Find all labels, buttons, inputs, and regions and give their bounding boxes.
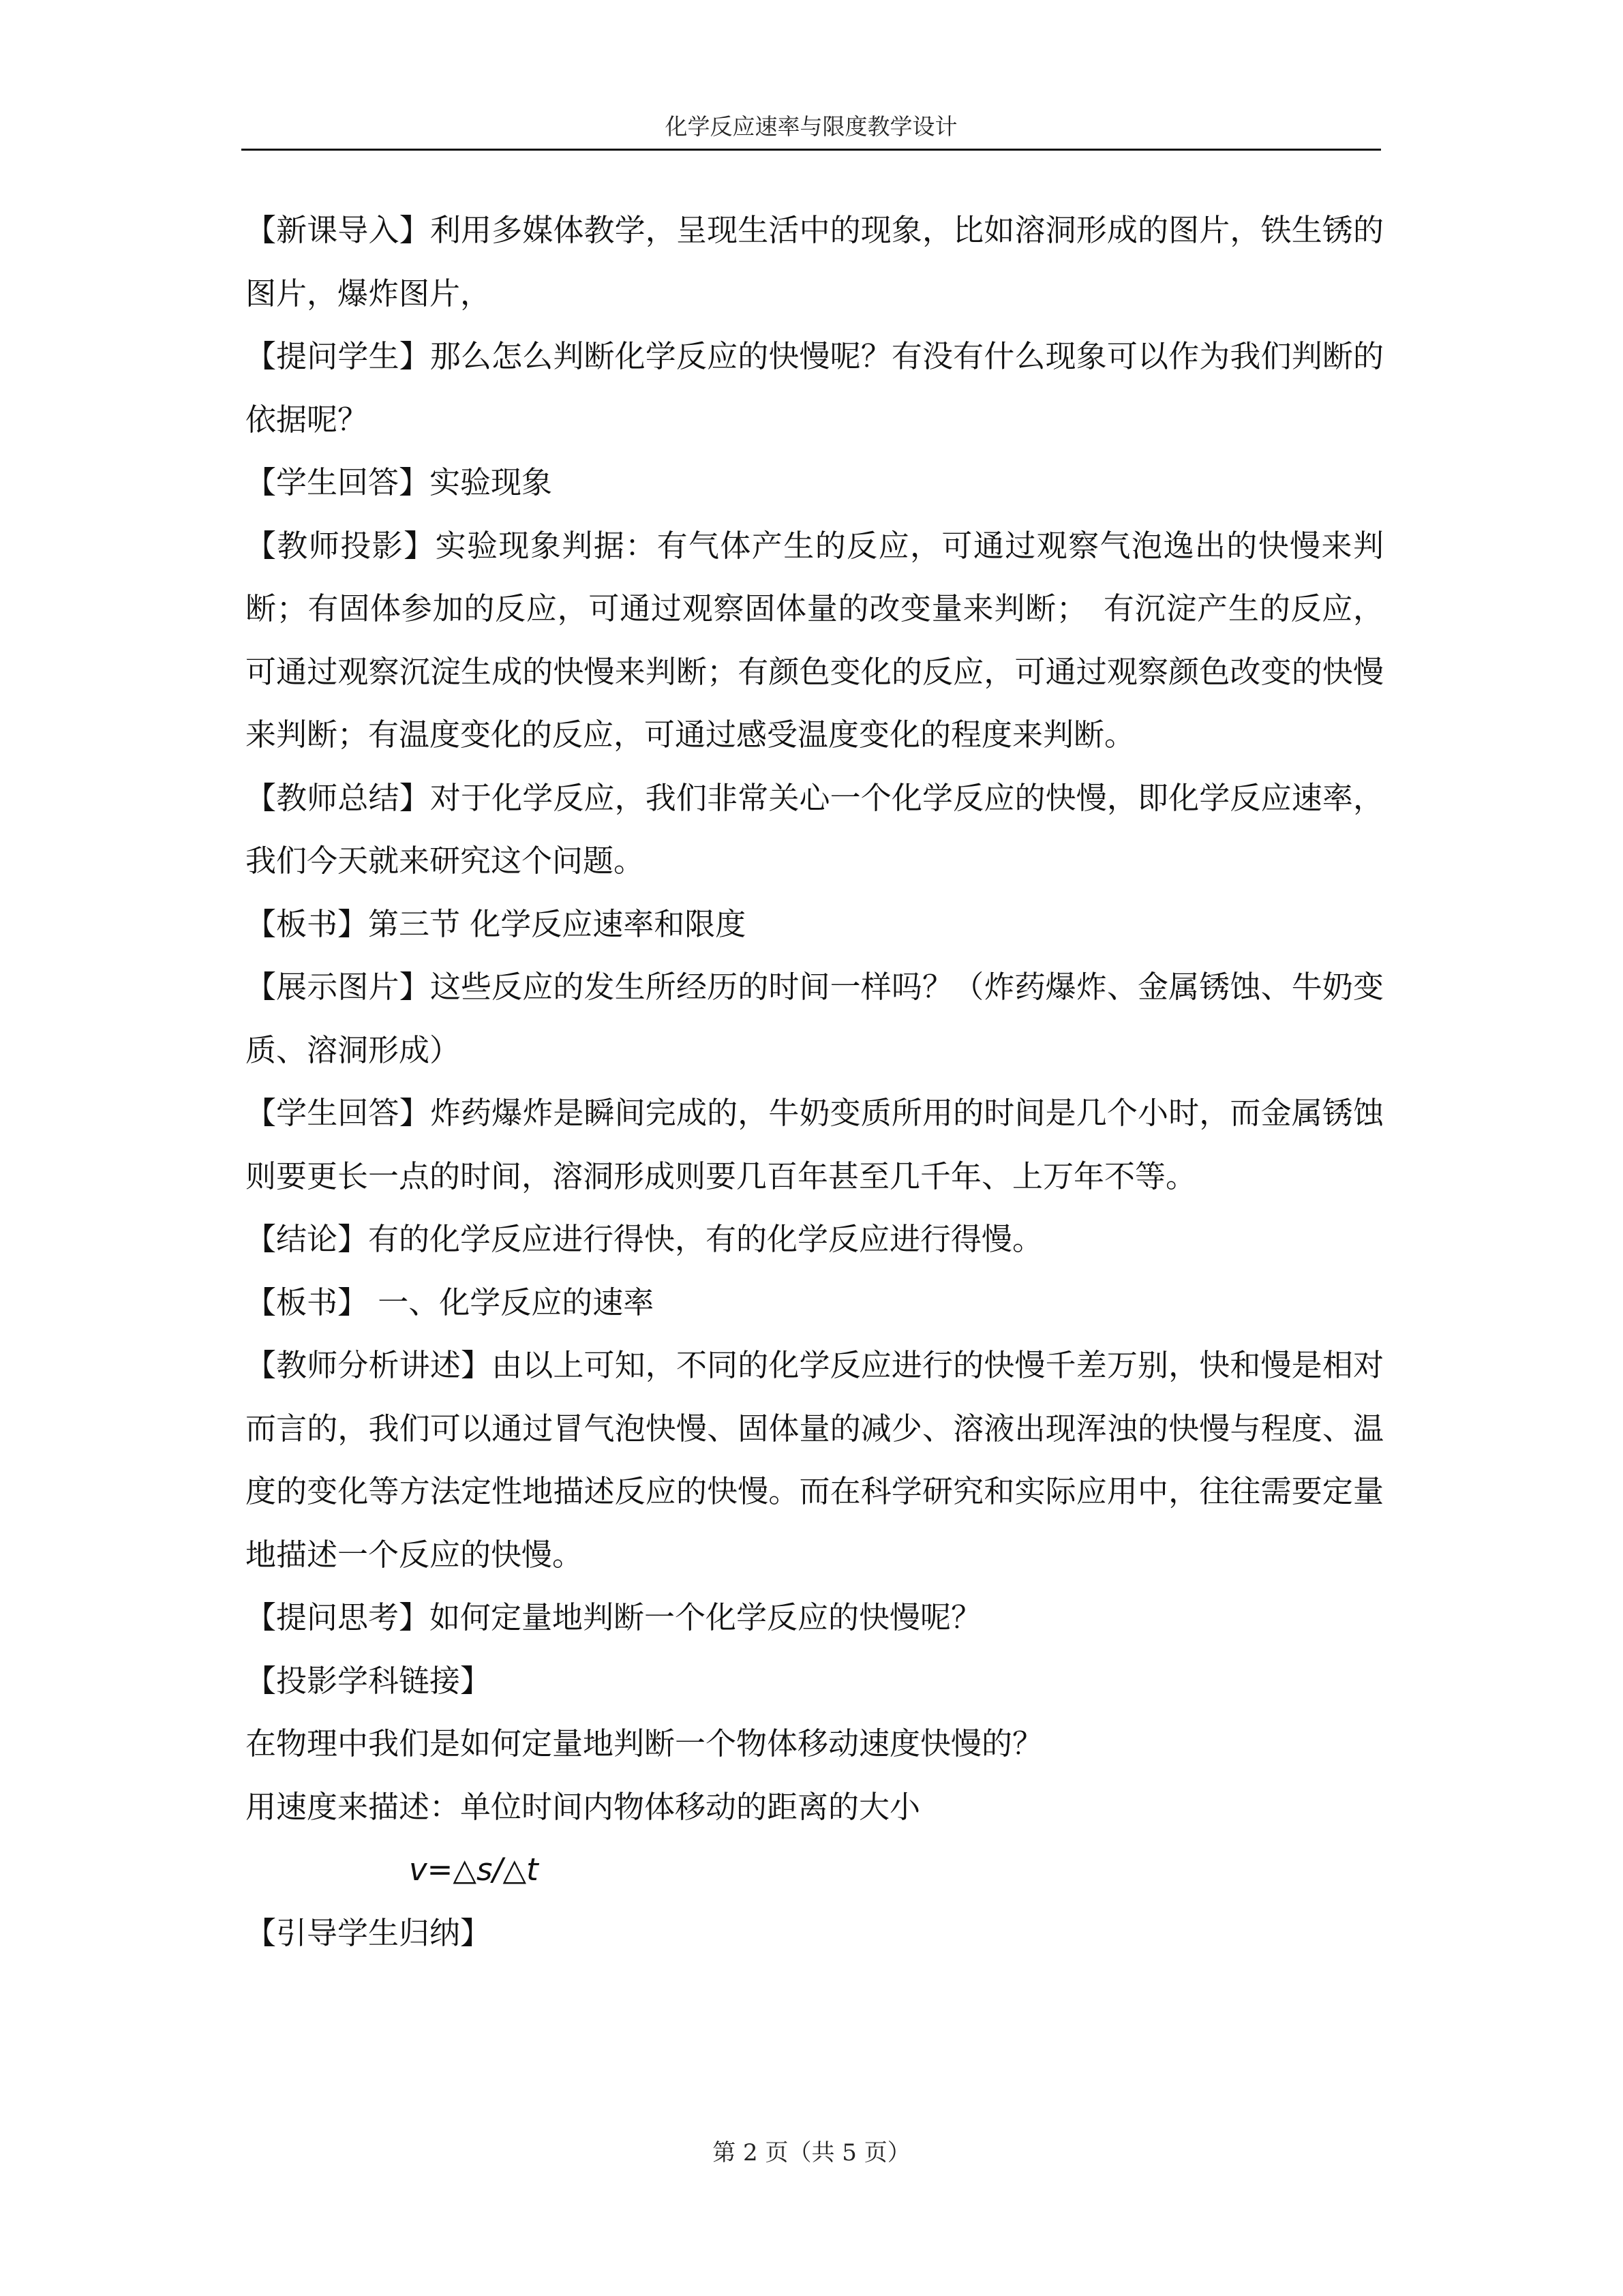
paragraph-conclusion: 【结论】有的化学反应进行得快，有的化学反应进行得慢。 <box>245 1221 1044 1257</box>
document-body <box>245 199 1384 1965</box>
paragraph-question-students: 【提问学生】那么怎么判断化学反应的快慢呢？有没有什么现象可以作为我们判断的依据呢？ <box>245 338 1384 438</box>
paragraph-teacher-projection: 【教师投影】实验现象判据：有气体产生的反应，可通过观察气泡逸出的快慢来判断；有固体参加的反应，可通过观察固体量的改变量来判断； 有沉淀产生的反应，可通过观察沉淀生成的快慢来判断；有颜色变化的反应，可通过观察颜色改变的快慢来判断；有温度变化的反应，可通过感受温度变化的程度来判断。 <box>245 527 1384 753</box>
page-header-title: 化学反应速率与限度教学设计 <box>665 113 958 140</box>
paragraph-speed-description: 用速度来描述：单位时间内物体移动的距离的大小 <box>245 1788 921 1825</box>
paragraph-student-answer: 【学生回答】实验现象 <box>245 464 553 500</box>
paragraph-question-thinking: 【提问思考】如何定量地判断一个化学反应的快慢呢？ <box>245 1599 982 1635</box>
formula-text: v=△s/△t <box>409 1852 539 1888</box>
paragraph-board-rate: 【板书】 一、化学反应的速率 <box>245 1284 654 1320</box>
speed-formula <box>245 1839 1384 1902</box>
paragraph-guide-students: 【引导学生归纳】 <box>245 1914 491 1951</box>
paragraph-physics-question: 在物理中我们是如何定量地判断一个物体移动速度快慢的？ <box>245 1725 1044 1762</box>
paragraph-projection-link: 【投影学科链接】 <box>245 1662 491 1699</box>
paragraph-new-lesson-intro: 【新课导入】利用多媒体教学，呈现生活中的现象，比如溶洞形成的图片，铁生锈的图片，爆炸图片， <box>245 212 1384 312</box>
header-divider <box>241 149 1381 151</box>
paragraph-show-pictures: 【展示图片】这些反应的发生所经历的时间一样吗？（炸药爆炸、金属锈蚀、牛奶变质、溶洞形成） <box>245 969 1384 1068</box>
paragraph-teacher-analysis: 【教师分析讲述】由以上可知，不同的化学反应进行的快慢千差万别，快和慢是相对而言的，我们可以通过冒气泡快慢、固体量的减少、溶液出现浑浊的快慢与程度、温度的变化等方法定性地描述反应的快慢。而在科学研究和实际应用中，往往需要定量地描述一个反应的快慢。 <box>245 1347 1384 1573</box>
paragraph-teacher-summary: 【教师总结】对于化学反应，我们非常关心一个化学反应的快慢，即化学反应速率，我们今天就来研究这个问题。 <box>245 779 1384 879</box>
paragraph-board-section: 【板书】第三节 化学反应速率和限度 <box>245 905 746 942</box>
paragraph-student-answer-2: 【学生回答】炸药爆炸是瞬间完成的，牛奶变质所用的时间是几个小时，而金属锈蚀则要更长一点的时间，溶洞形成则要几百年甚至几千年、上万年不等。 <box>245 1095 1384 1194</box>
page-number-footer: 第 2 页（共 5 页） <box>712 2139 911 2166</box>
